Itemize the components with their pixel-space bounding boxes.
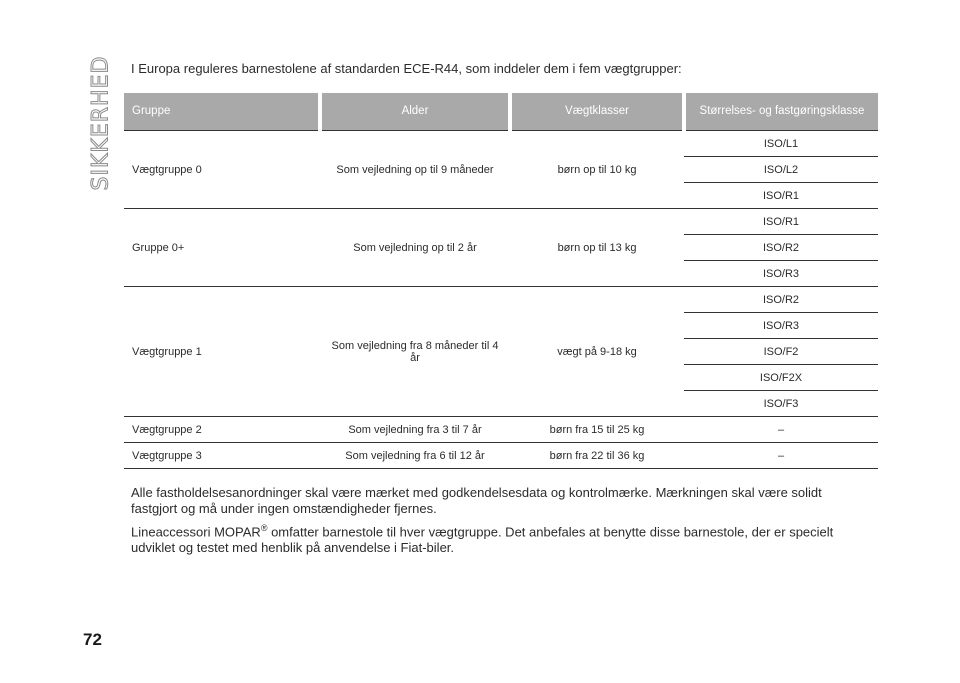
group-name-cell: Vægtgruppe 1 xyxy=(124,287,320,417)
size-class-cell: ISO/F2X xyxy=(684,365,878,391)
section-title-text: SIKKERHED xyxy=(88,55,114,191)
header-stoerrelsesklasse: Størrelses- og fastgøringsklasse xyxy=(684,93,878,131)
intro-text: I Europa reguleres barnestolene af standarden ECE-R44, som inddeler dem i fem vægtgrupper: xyxy=(131,61,682,76)
age-cell: Som vejledning op til 2 år xyxy=(320,209,510,287)
table-row xyxy=(124,417,878,443)
header-vaegtklasser: Vægtklasser xyxy=(510,93,684,131)
size-class-cell: ISO/F2 xyxy=(684,339,878,365)
page-number: 72 xyxy=(83,630,102,649)
footer-notes xyxy=(131,485,851,559)
section-title xyxy=(84,56,118,190)
footer-paragraph-marking: Alle fastholdelsesanordninger skal være mærket med godkendelsesdata og kontrolmærke. Mærkningen skal være solidt fastgjort og må under ingen omstændigheder fjernes. xyxy=(131,485,822,516)
mopar-text: Lineaccessori MOPAR xyxy=(131,524,261,540)
group-name-cell: Vægtgruppe 2 xyxy=(124,417,320,443)
mopar-text-rest: omfatter barnestole til hver vægtgruppe. Det anbefales at benytte disse barnestole, der er specielt udviklet og testet med henblik på anvendelse i Fiat-biler. xyxy=(131,524,834,556)
size-class-cell: ISO/L2 xyxy=(684,157,878,183)
size-class-cell: ISO/R1 xyxy=(684,209,878,235)
age-cell: Som vejledning fra 3 til 7 år xyxy=(320,417,510,443)
age-cell: Som vejledning fra 8 måneder til 4 år xyxy=(320,287,510,417)
weight-cell: børn op til 10 kg xyxy=(510,131,684,209)
group-name-cell: Vægtgruppe 0 xyxy=(124,131,320,209)
weight-cell: børn fra 15 til 25 kg xyxy=(510,417,684,443)
registered-mark: ® xyxy=(260,523,268,533)
weight-cell: vægt på 9-18 kg xyxy=(510,287,684,417)
header-gruppe: Gruppe xyxy=(124,93,320,131)
size-class-cell: ISO/R3 xyxy=(684,261,878,287)
weight-cell: børn fra 22 til 36 kg xyxy=(510,443,684,469)
table-body xyxy=(124,131,878,469)
table-row xyxy=(124,443,878,469)
group-name-cell: Gruppe 0+ xyxy=(124,209,320,287)
header-alder: Alder xyxy=(320,93,510,131)
age-cell: Som vejledning fra 6 til 12 år xyxy=(320,443,510,469)
size-class-cell: ISO/R2 xyxy=(684,235,878,261)
group-name-cell: Vægtgruppe 3 xyxy=(124,443,320,469)
size-class-cell: ISO/L1 xyxy=(684,131,878,157)
table-header-row xyxy=(124,93,878,131)
child-seat-table xyxy=(124,93,878,469)
table-row xyxy=(124,209,878,235)
size-class-cell: – xyxy=(684,417,878,443)
footer-paragraph-mopar xyxy=(131,520,851,556)
size-class-cell: ISO/R1 xyxy=(684,183,878,209)
size-class-cell: ISO/R2 xyxy=(684,287,878,313)
table-row xyxy=(124,131,878,157)
size-class-cell: – xyxy=(684,443,878,469)
size-class-cell: ISO/F3 xyxy=(684,391,878,417)
size-class-cell: ISO/R3 xyxy=(684,313,878,339)
age-cell: Som vejledning op til 9 måneder xyxy=(320,131,510,209)
weight-cell: børn op til 13 kg xyxy=(510,209,684,287)
table-row xyxy=(124,287,878,313)
